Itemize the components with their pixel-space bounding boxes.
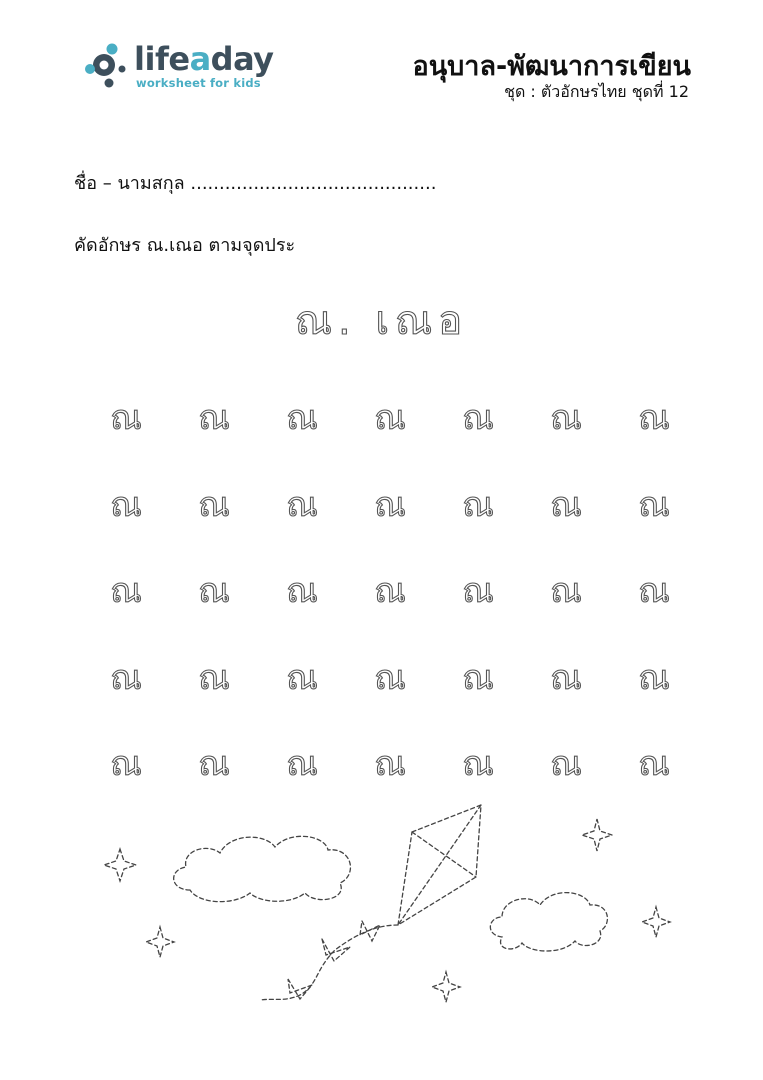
sparkle-icon: [582, 819, 612, 851]
trace-letter: ณ: [198, 571, 230, 612]
trace-letter: ณ: [638, 744, 670, 785]
trace-letter: ณ: [374, 398, 406, 439]
trace-letter: ณ: [110, 571, 142, 612]
logo-wordmark: lifeaday: [134, 40, 274, 78]
sparkle-icon: [146, 927, 174, 957]
trace-letter: ณ: [462, 744, 494, 785]
trace-letter: ณ: [462, 571, 494, 612]
trace-letter: ณ: [550, 571, 582, 612]
trace-letter: ณ: [638, 571, 670, 612]
worksheet-subtitle: ชุด : ตัวอักษรไทย ชุดที่ 12: [504, 82, 689, 101]
sparkle-icon: [104, 849, 136, 881]
trace-letter: ณ: [374, 744, 406, 785]
trace-letter: ณ: [198, 398, 230, 439]
cloud-icon: [174, 836, 351, 901]
trace-letter: ณ: [286, 744, 318, 785]
molecule-logo-icon: [82, 40, 130, 90]
trace-letter: ณ: [638, 484, 670, 525]
trace-letter: ณ: [110, 657, 142, 698]
cloud-icon: [490, 893, 607, 951]
instruction-text: คัดอักษร ณ.เณอ ตามจุดประ: [74, 235, 296, 256]
name-field-label: ชื่อ – นามสกุล ...........................................: [74, 173, 437, 194]
trace-letter: ณ: [550, 657, 582, 698]
trace-letter: ณ: [198, 484, 230, 525]
trace-letter: ณ: [550, 744, 582, 785]
trace-letter: ณ: [110, 744, 142, 785]
practice-grid: [82, 374, 698, 785]
trace-letter: ณ: [462, 398, 494, 439]
trace-letter: ณ: [286, 657, 318, 698]
trace-letter: ณ: [110, 484, 142, 525]
trace-letter: ณ: [198, 657, 230, 698]
kite-illustration: [90, 795, 690, 1015]
sample-trace-word: ณ. เณอ: [294, 298, 469, 344]
trace-letter: ณ: [638, 657, 670, 698]
trace-letter: ณ: [374, 484, 406, 525]
trace-letter: ณ: [550, 398, 582, 439]
trace-letter: ณ: [462, 484, 494, 525]
worksheet-title: อนุบาล-พัฒนาการเขียน: [412, 51, 691, 82]
trace-letter: ณ: [110, 398, 142, 439]
logo-tagline: worksheet for kids: [136, 76, 261, 90]
trace-letter: ณ: [286, 484, 318, 525]
trace-letter: ณ: [462, 657, 494, 698]
trace-letter: ณ: [550, 484, 582, 525]
sparkle-icon: [432, 972, 460, 1002]
sparkle-icon: [642, 907, 670, 937]
trace-letter: ณ: [286, 571, 318, 612]
trace-letter: ณ: [286, 398, 318, 439]
trace-letter: ณ: [374, 571, 406, 612]
lifeaday-logo: [82, 38, 272, 96]
trace-letter: ณ: [198, 744, 230, 785]
trace-letter: ณ: [638, 398, 670, 439]
trace-letter: ณ: [374, 657, 406, 698]
